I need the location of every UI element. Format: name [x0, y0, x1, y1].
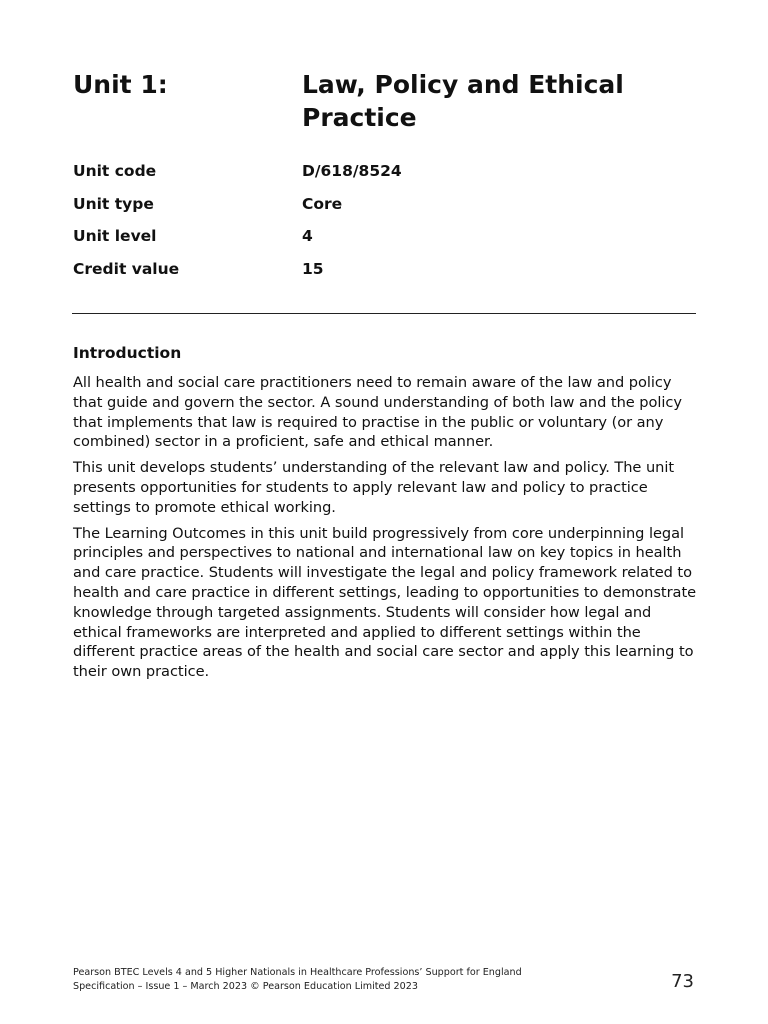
introduction-paragraph: All health and social care practitioners need to remain aware of the law and policy that guide and govern the sector. A sound understanding of both law and the policy that implements that law is required to practise in the public or voluntary (or any combined) sector in a proficient, safe and ethical manner.	[73, 374, 682, 451]
introduction-paragraph: This unit develops students’ understanding of the relevant law and policy. The unit presents opportunities for students to apply relevant law and policy to practice settings to promote ethical working.	[73, 459, 675, 516]
meta-value: Core	[302, 194, 343, 213]
meta-label: Credit value	[73, 260, 180, 279]
section-divider	[72, 313, 696, 314]
meta-label: Unit type	[73, 194, 154, 213]
page-footer	[73, 966, 533, 994]
introduction-heading: Introduction	[73, 344, 182, 362]
meta-label: Unit code	[73, 162, 157, 180]
page-number: 73	[671, 971, 694, 992]
meta-row-unit-type	[73, 193, 703, 226]
footer-line-2: Specification – Issue 1 – March 2023 © Pearson Education Limited 2023	[73, 981, 418, 992]
meta-value: 4	[302, 227, 313, 246]
unit-number: Unit 1:	[73, 70, 168, 99]
unit-meta-table	[73, 160, 703, 291]
meta-row-credit-value	[73, 258, 703, 291]
introduction-section	[73, 342, 698, 688]
footer-line-1: Pearson BTEC Levels 4 and 5 Higher Nationals in Healthcare Professions’ Support for England	[73, 967, 522, 978]
meta-row-unit-level	[73, 225, 703, 258]
introduction-paragraph: The Learning Outcomes in this unit build progressively from core underpinning legal principles and perspectives to national and international law on key topics in health and care practice. Students will investigate the legal and policy framework related to health and care practice in different settings, leading to opportunities to demonstrate knowledge through targeted assignments. Students will consider how legal and ethical frameworks are interpreted and applied to different settings within the different practice areas of the health and social care sector and apply this learning to their own practice.	[73, 524, 697, 681]
meta-row-unit-code	[73, 160, 703, 193]
meta-value: D/618/8524	[302, 162, 402, 180]
meta-value: 15	[302, 260, 324, 279]
meta-label: Unit level	[73, 227, 157, 246]
unit-title: Law, Policy and Ethical Practice	[302, 70, 624, 132]
